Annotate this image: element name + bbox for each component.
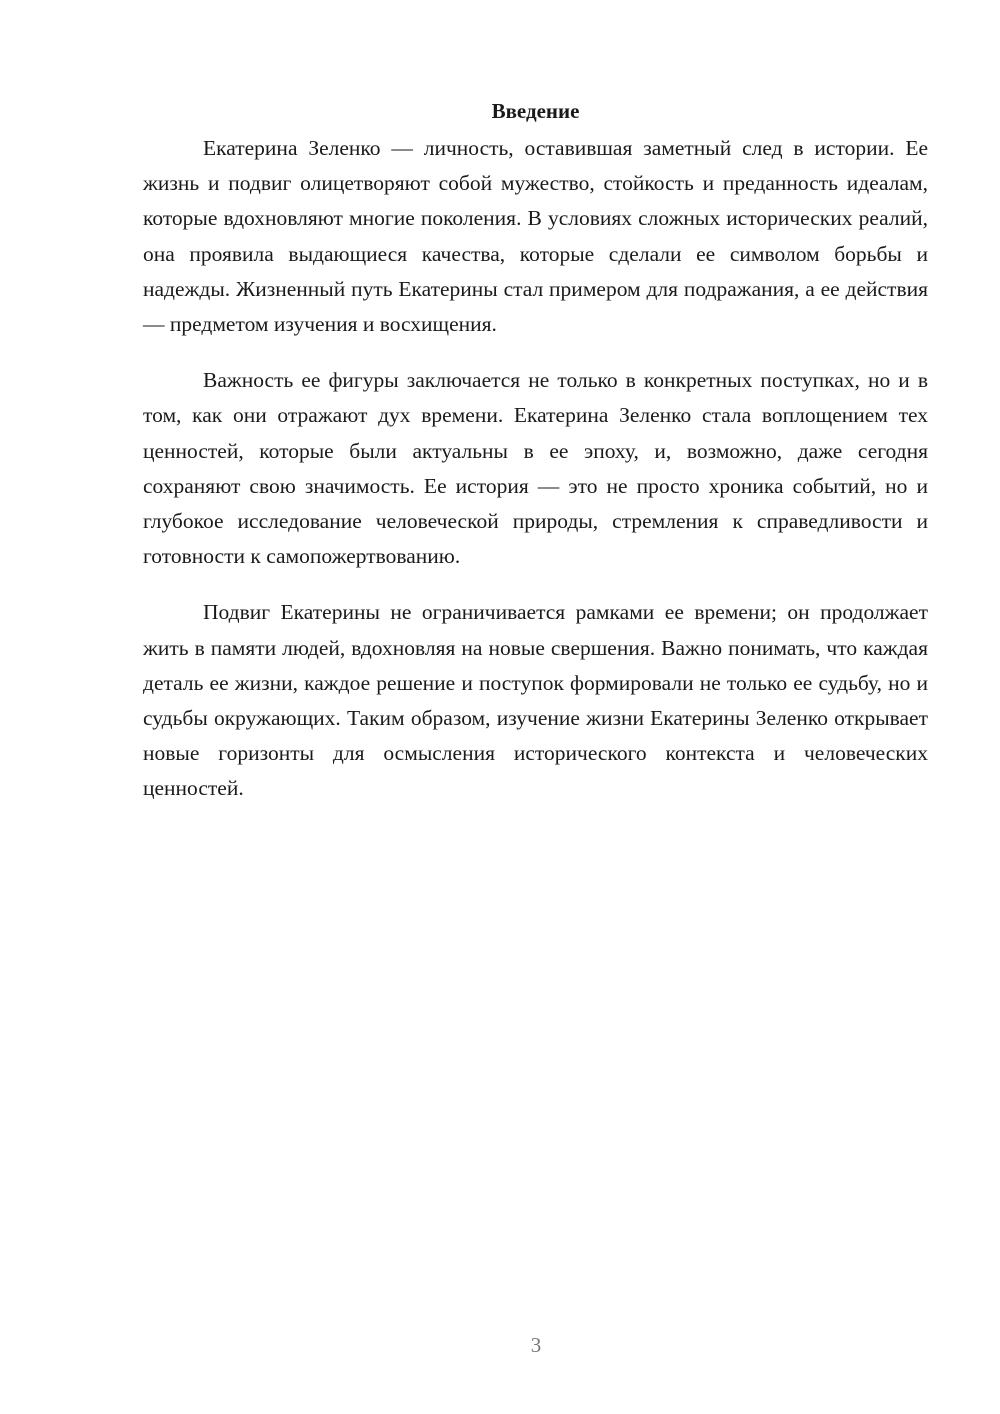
- section-title: Введение: [491, 99, 580, 123]
- page-content: [143, 97, 928, 828]
- paragraph-2: Важность ее фигуры заключается не только в конкретных поступках, но и в том, как они отражают дух времени. Екатерина Зеленко стала воплощением тех ценностей, которые были актуальны в ее эпоху, и, возможно, даже сегодня сохраняют свою значимость. Ее история — это не просто хроника событий, но и глубокое исследование человеческой природы, стремления к справедливости и готовности к самопожертвованию.: [143, 368, 928, 569]
- paragraph-3: Подвиг Екатерины не ограничивается рамками ее времени; он продолжает жить в памяти людей, вдохновляя на новые свершения. Важно понимать, что каждая деталь ее жизни, каждое решение и поступок формировали не только ее судьбу, но и судьбы окружающих. Таким образом, изучение жизни Екатерины Зеленко открывает новые горизонты для осмысления исторического контекста и человеческих ценностей.: [143, 600, 928, 801]
- paragraph-1: Екатерина Зеленко — личность, оставившая заметный след в истории. Ее жизнь и подвиг олицетворяют собой мужество, стойкость и преданность идеалам, которые вдохновляют многие поколения. В условиях сложных исторических реалий, она проявила выдающиеся качества, которые сделали ее символом борьбы и надежды. Жизненный путь Екатерины стал примером для подражания, а ее действия — предметом изучения и восхищения.: [143, 136, 928, 337]
- page-number: 3: [530, 1333, 542, 1357]
